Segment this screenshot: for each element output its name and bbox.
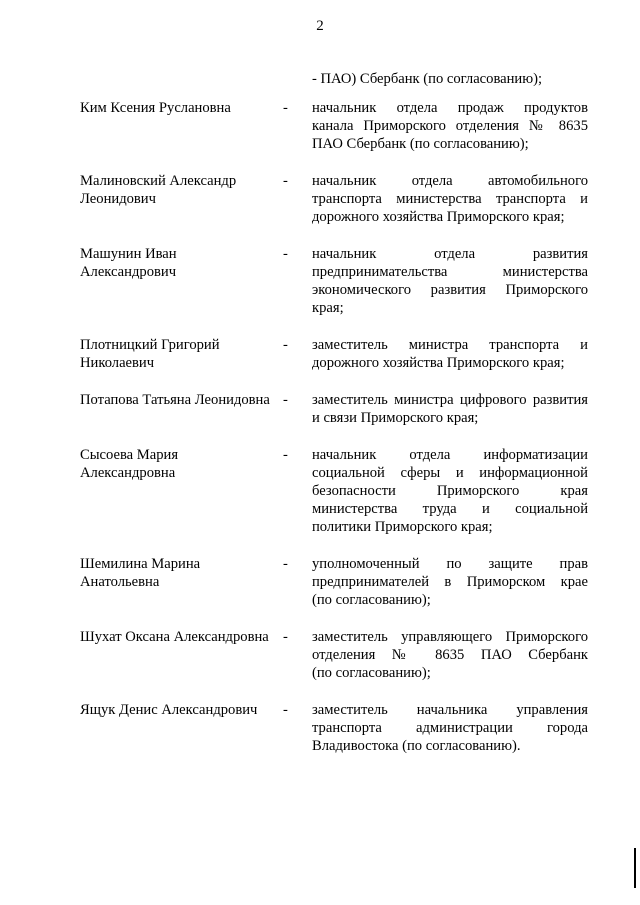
member-row — [80, 628, 588, 682]
member-position-line: ПАО Сбербанк (по согласованию); — [312, 136, 529, 152]
member-position-line: заместитель министра транспорта и — [312, 337, 588, 353]
member-position-line: (по согласованию); — [312, 592, 431, 608]
member-row — [80, 99, 588, 153]
member-position-line: заместитель управляющего Приморского — [312, 629, 588, 645]
member-dash: - — [283, 100, 288, 116]
member-name-line: Сысоева Мария — [80, 447, 179, 463]
member-position-line: уполномоченный по защите прав — [312, 556, 588, 572]
member-row — [80, 245, 588, 317]
member-name-line: Александрович — [80, 264, 177, 280]
member-row — [80, 555, 588, 609]
member-position-line: заместитель начальника управления — [312, 702, 588, 718]
member-position — [312, 99, 588, 153]
member-position-line: отделения № 8635 ПАО Сбербанк — [312, 647, 588, 663]
member-position-line: края; — [312, 300, 344, 316]
member-position-line: министерства труда и социальной — [312, 501, 588, 517]
member-name-line: Анатольевна — [80, 574, 160, 590]
member-position — [312, 701, 588, 755]
member-row — [80, 336, 588, 372]
member-name — [80, 555, 283, 591]
member-position-line: политики Приморского края; — [312, 519, 493, 535]
member-dash: - — [283, 629, 288, 645]
member-dash: - — [283, 556, 288, 572]
member-dash: - — [283, 246, 288, 262]
member-name — [80, 99, 283, 117]
member-position — [312, 391, 588, 427]
member-position-line: предпринимательства министерства — [312, 264, 588, 280]
member-position-line: (по согласованию); — [312, 665, 431, 681]
member-name-line: Ким Ксения Руслановна — [80, 100, 231, 116]
member-position — [312, 555, 588, 609]
member-dash: - — [283, 392, 288, 408]
member-dash: - — [283, 173, 288, 189]
member-dash: - — [283, 447, 288, 463]
page-number: 2 — [316, 18, 324, 34]
member-position-line: канала Приморского отделения № 8635 — [312, 118, 588, 134]
member-name-line: Леонидович — [80, 191, 156, 207]
member-position — [312, 446, 588, 536]
member-name-line: Потапова Татьяна Леонидовна — [80, 392, 270, 408]
member-position-line: начальник отдела автомобильного — [312, 173, 588, 189]
member-position-line: дорожного хозяйства Приморского края; — [312, 209, 565, 225]
member-name — [80, 245, 283, 281]
member-position-line: предпринимателей в Приморском крае — [312, 574, 588, 590]
member-name-line: Ящук Денис Александрович — [80, 702, 258, 718]
member-name-line: Александровна — [80, 465, 176, 481]
member-position-line: Владивостока (по согласованию). — [312, 738, 521, 754]
member-name — [80, 446, 283, 482]
member-row — [80, 446, 588, 536]
member-name-line: Малиновский Александр — [80, 173, 237, 189]
member-position-line: начальник отдела развития — [312, 246, 588, 262]
member-list — [80, 99, 588, 774]
member-row — [80, 172, 588, 226]
member-position-line: транспорта министерства транспорта и — [312, 191, 588, 207]
continuation-line: - ПАО) Сбербанк (по согласованию); — [312, 71, 543, 87]
scan-edge-mark — [634, 848, 636, 888]
member-name-line: Николаевич — [80, 355, 155, 371]
member-position-line: безопасности Приморского края — [312, 483, 588, 499]
member-position — [312, 336, 588, 372]
member-name — [80, 391, 283, 409]
member-position-line: транспорта администрации города — [312, 720, 588, 736]
member-position — [312, 628, 588, 682]
member-position-line: экономического развития Приморского — [312, 282, 588, 298]
member-name — [80, 336, 283, 372]
member-name-line: Шемилина Марина — [80, 556, 201, 572]
member-name-line: Шухат Оксана Александровна — [80, 629, 269, 645]
member-dash: - — [283, 337, 288, 353]
member-name-line: Машунин Иван — [80, 246, 177, 262]
member-position-line: дорожного хозяйства Приморского края; — [312, 355, 565, 371]
member-name-line: Плотницкий Григорий — [80, 337, 220, 353]
member-position-line: начальник отдела продаж продуктов — [312, 100, 588, 116]
member-dash: - — [283, 702, 288, 718]
member-row — [80, 701, 588, 755]
member-name — [80, 172, 283, 208]
member-position-line: заместитель министра цифрового развития — [312, 392, 588, 408]
member-position-line: начальник отдела информатизации — [312, 447, 588, 463]
member-position-line: социальной сферы и информационной — [312, 465, 588, 481]
member-position-line: и связи Приморского края; — [312, 410, 479, 426]
member-position — [312, 245, 588, 317]
member-name — [80, 628, 283, 646]
member-name — [80, 701, 283, 719]
member-row — [80, 391, 588, 427]
member-position — [312, 172, 588, 226]
